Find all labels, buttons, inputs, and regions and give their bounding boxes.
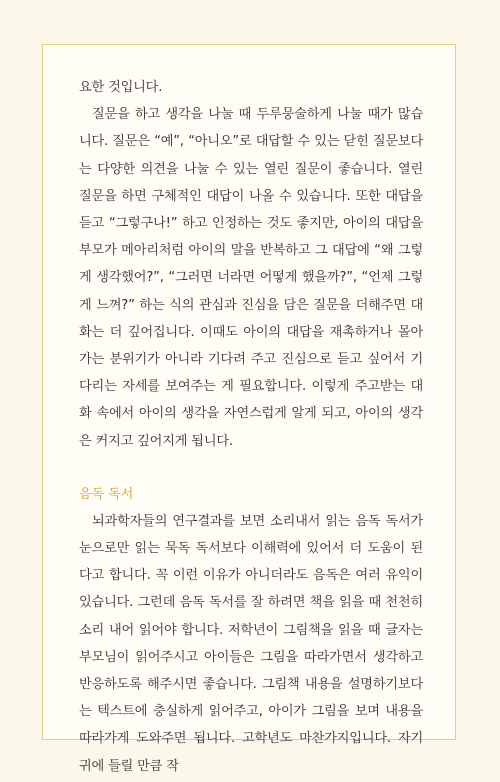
- paragraph-reading-aloud: 뇌과학자들의 연구결과를 보면 소리내서 읽는 음독 독서가 눈으로만 읽는 묵독 독서보다 이해력에 있어서 더 도움이 된다고 합니다. 꼭 이런 이유가 아니더라도 음독은 여러 유익이 있습니다. 그런데 음독 독서를 잘 하려면 책을 읽을 때 천천히 소리 내어 읽어야 합니다. 저학년이 그림책을 읽을 때 글자는 부모님이 읽어주시고 아이들은 그림을 따라가면서 생각하고 반응하도록 해주시면 좋습니다. 그림책 내용을 설명하기보다는 텍스트에 충실하게 읽어주고, 아이가 그림을 보며 내용을 따라가게 도와주면 됩니다. 고학년도 마찬가지입니다. 자기 귀에 들릴 만큼 작: [79, 513, 423, 774]
- paragraph-open-questions: 질문을 하고 생각을 나눌 때 두루뭉술하게 나눌 때가 많습니다. 질문은 “예”, “아니오”로 대답할 수 있는 닫힌 질문보다는 다양한 의견을 나눌 수 있는 열린 질문이 좋습니다. 열린 질문을 하면 구체적인 대답이 나올 수 있습니다. 또한 대답을 듣고 “그렇구나!” 하고 인정하는 것도 좋지만, 아이의 대답을 부모가 메아리처럼 아이의 말을 반복하고 그 대답에 “왜 그렇게 생각했어?”, “그러면 너라면 어떻게 했을까?”, “언제 그렇게 느껴?” 하는 식의 관심과 진심을 담은 질문을 더해주면 대화는 더 깊어집니다. 이때도 아이의 대답을 재촉하거나 몰아가는 분위기가 아니라 기다려 주고 진심으로 듣고 싶어서 기다리는 자세를 보여주는 게 필요합니다. 이렇게 주고받는 대화 속에서 아이의 생각을 자연스럽게 알게 되고, 아이의 생각은 커지고 깊어지게 됩니다.: [79, 107, 423, 449]
- paragraph-continuation: 요한 것입니다.: [79, 80, 163, 95]
- page-content: [79, 74, 423, 780]
- section-heading: 음독 독서: [79, 486, 134, 502]
